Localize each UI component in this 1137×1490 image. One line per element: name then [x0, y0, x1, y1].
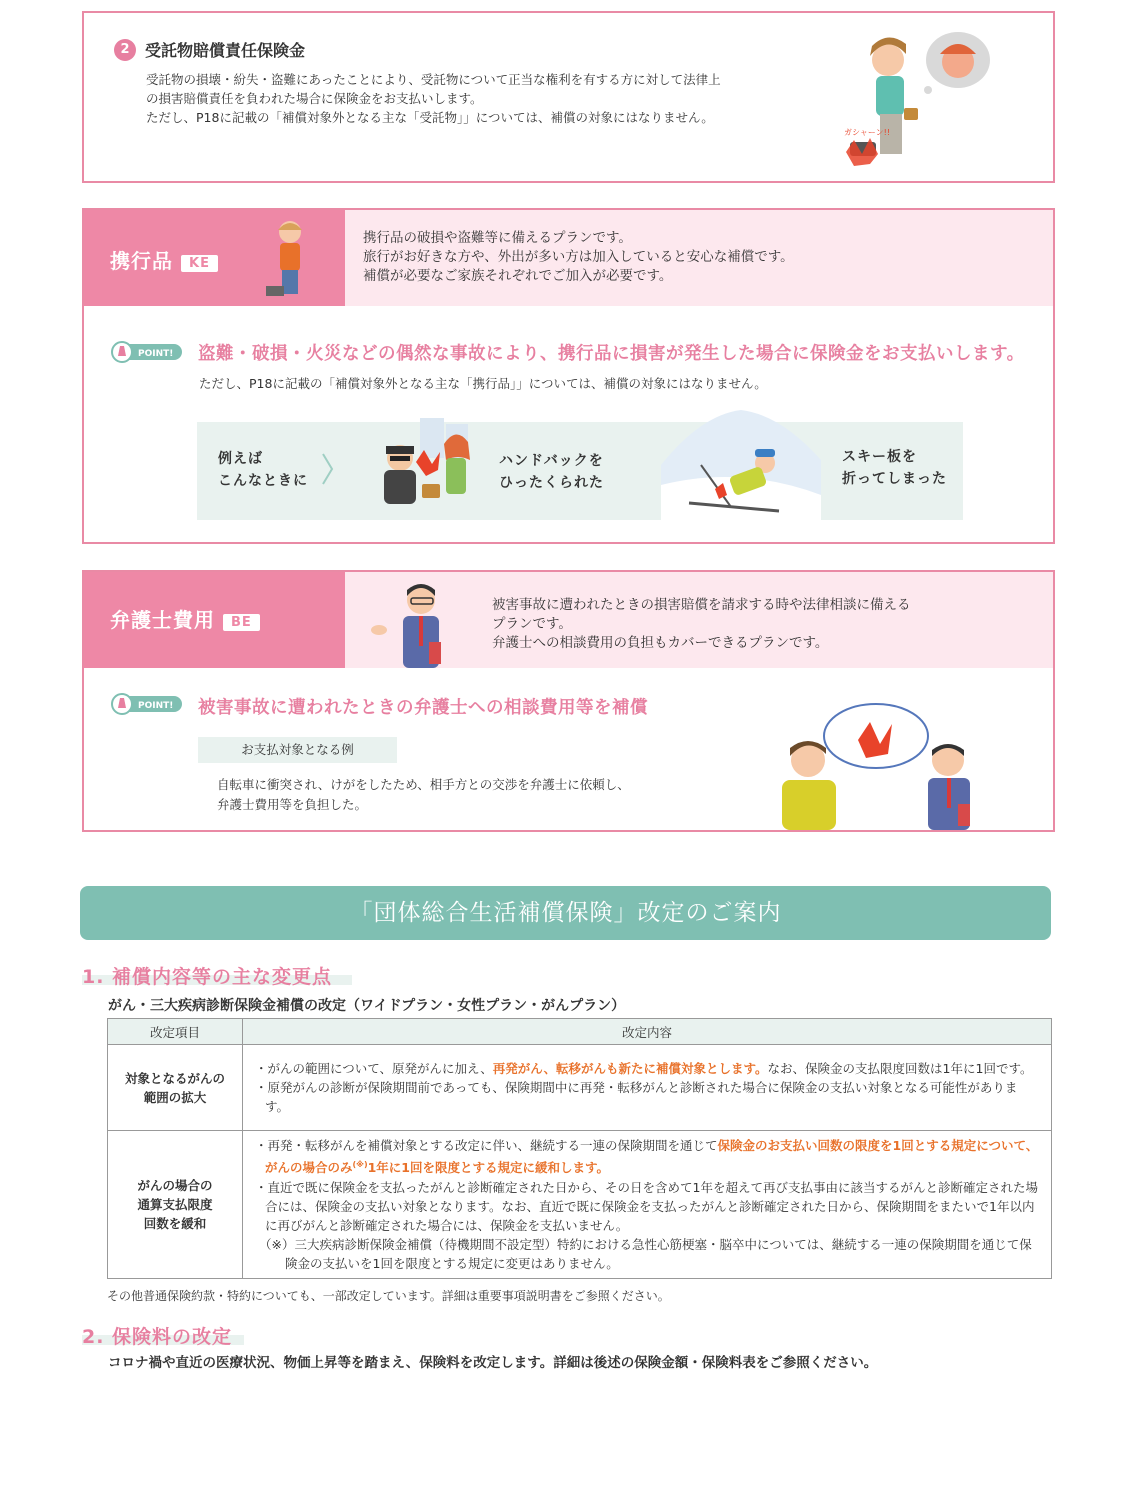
row-content	[243, 1045, 1052, 1131]
revision-table	[107, 1018, 1052, 1279]
desc-line: 弁護士への相談費用の負担もカバーできるプランです。	[492, 635, 829, 651]
entrusted-liability-title: 受託物賠償責任保険金	[145, 41, 306, 60]
woman-bag	[904, 108, 918, 120]
thought-dot	[924, 86, 932, 94]
bullet: ・原発がんの診断が保険期間前であっても、保険期間中に再発・転移がんと診断された場合に保険金の支払い対象となる可能性があります。	[255, 1080, 1018, 1114]
thief-cap	[386, 446, 414, 454]
plan-ke-title	[110, 245, 218, 274]
person-shirt	[280, 243, 300, 271]
plan-be-desc	[492, 596, 911, 653]
section-2-heading: 2. 保険料の改定	[82, 1326, 233, 1348]
svg-text:POINT!: POINT!	[138, 701, 174, 711]
lawyer-illustration	[365, 578, 455, 668]
plan-be-title	[110, 604, 260, 633]
person-hair	[278, 223, 302, 230]
desc-line: 携行品の破損や盗難等に備えるプランです。	[363, 230, 632, 246]
lawyer-tie	[947, 778, 951, 808]
woman-shirt	[876, 76, 904, 116]
thief-body	[384, 470, 416, 504]
chevron-right-icon	[320, 452, 334, 486]
person-pants	[282, 270, 298, 294]
client-shirt	[782, 780, 836, 830]
desc-line: 補償が必要なご家族それぞれでご加入が必要です。	[363, 268, 673, 284]
crash-sfx: ガシャーン!!	[844, 128, 891, 137]
victim-coat	[446, 458, 466, 494]
body-line: の損害賠償責任を負われた場合に保険金をお支払いします。	[146, 91, 483, 106]
row-label: 対象となるがんの 範囲の拡大	[108, 1045, 243, 1131]
plan-ke-desc	[363, 229, 794, 286]
section-1-footnote: その他普通保険約款・特約についても、一部改定しています。詳細は重要事項説明書をご参照ください。	[107, 1289, 670, 1303]
entrusted-liability-body	[146, 70, 806, 127]
example-1-text: ハンドバックを ひったくられた	[499, 453, 604, 491]
plan-ke-code: KE	[181, 255, 218, 272]
skier-hat	[755, 449, 775, 457]
plan-be-example-text: 自転車に衝突され、けがをしたため、相手方との交渉を弁護士に依頼し、 弁護士費用等を負担した。	[217, 777, 630, 812]
dropped-item-illustration	[840, 20, 1000, 175]
body-line: ただし、P18に記載の「補償対象外となる主な「受託物」」については、補償の対象にはなりません。	[146, 110, 714, 125]
example-2-text: スキー板を 折ってしまった	[842, 449, 947, 487]
bullet: ・直近で既に保険金を支払ったがんと診断確定された日から、その日を含めて1年を超えて再び支払事由に該当するがんと診断確定された場合には、保険金の支払い対象となります。なお、直近で既に保険金を支払ったがんと診断確定された日から、保険期間をまたいで1年以内に再びがんと診断確定された場合には、保険金を支払いません。	[255, 1179, 1038, 1233]
snatch-illustration	[360, 410, 490, 535]
row-label: がんの場合の 通算支払限度 回数を緩和	[108, 1131, 243, 1279]
example-intro: 例えば こんなときに	[218, 451, 308, 489]
desc-line: 被害事故に遭われたときの損害賠償を請求する時や法律相談に備える	[492, 597, 911, 613]
ski-illustration	[661, 405, 821, 520]
plan-be-example-label: お支払対象となる例	[198, 737, 397, 763]
table-row	[108, 1045, 1052, 1131]
point-badge-icon	[110, 692, 184, 716]
lawyer-tie	[419, 616, 423, 646]
plan-ke-point-title: 盗難・破損・火災などの偶然な事故により、携行品に損害が発生した場合に保険金をお支払いします。	[198, 344, 1025, 364]
table-row	[108, 1131, 1052, 1279]
section-number-badge: 2	[114, 39, 136, 61]
plan-ke-point-note: ただし、P18に記載の「補償対象外となる主な「携行品」」については、補償の対象にはなりません。	[199, 376, 767, 391]
dropped-item	[266, 286, 284, 296]
section-1-subheading: がん・三大疾病診断保険金補償の改定（ワイドプラン・女性プラン・がんプラン）	[108, 998, 626, 1014]
lawyer-book	[958, 804, 970, 826]
consultation-illustration	[748, 700, 988, 830]
table-header: 改定内容	[243, 1019, 1052, 1045]
bullet: ・再発・転移がんを補償対象とする改定に伴い、継続する一連の保険期間を通じて保険金のお支払い回数の限度を1回とする規定について、がんの場合のみ(※)1年に1回を限度とする規定に緩和します。	[255, 1138, 1039, 1176]
desc-line: 旅行がお好きな方や、外出が多い方は加入していると安心な補償です。	[363, 249, 794, 265]
plan-be-point-title: 被害事故に遭われたときの弁護士への相談費用等を補償	[198, 698, 648, 718]
table-note: （※）三大疾病診断保険金補償（待機期間不設定型）特約における急性心筋梗塞・脳卒中については、継続する一連の保険期間を通じて保険金の支払いを1回を限度とする規定に変更はありません。	[259, 1236, 1032, 1271]
lawyer-hand	[371, 625, 387, 635]
table-header-row	[108, 1019, 1052, 1045]
section-2-body: コロナ禍や直近の医療状況、物価上昇等を踏まえ、保険料を改定します。詳細は後述の保険金額・保険料表をご参照ください。	[108, 1355, 878, 1371]
lawyer-book	[429, 642, 441, 664]
point-badge-icon	[110, 340, 184, 364]
row-content	[243, 1131, 1052, 1279]
plan-be-name: 弁護士費用	[110, 608, 215, 632]
revision-banner: 「団体総合生活補償保険」改定のご案内	[80, 886, 1051, 940]
plan-ke-illustration	[262, 210, 322, 304]
bullet: ・がんの範囲について、原発がんに加え、再発がん、転移がんも新たに補償対象とします。なお、保険金の支払限度回数は1年に1回です。	[255, 1061, 1033, 1076]
handbag	[422, 484, 440, 498]
desc-line: プランです。	[492, 616, 572, 632]
body-line: 受託物の損壊・紛失・盗難にあったことにより、受託物について正当な権利を有する方に対して法律上	[146, 72, 721, 87]
svg-text:POINT!: POINT!	[138, 349, 174, 359]
thief-sunglasses	[390, 456, 410, 461]
plan-ke-name: 携行品	[110, 249, 173, 273]
section-1-heading: 1. 補償内容等の主な変更点	[82, 966, 333, 988]
table-header: 改定項目	[108, 1019, 243, 1045]
plan-be-code: BE	[223, 614, 260, 631]
